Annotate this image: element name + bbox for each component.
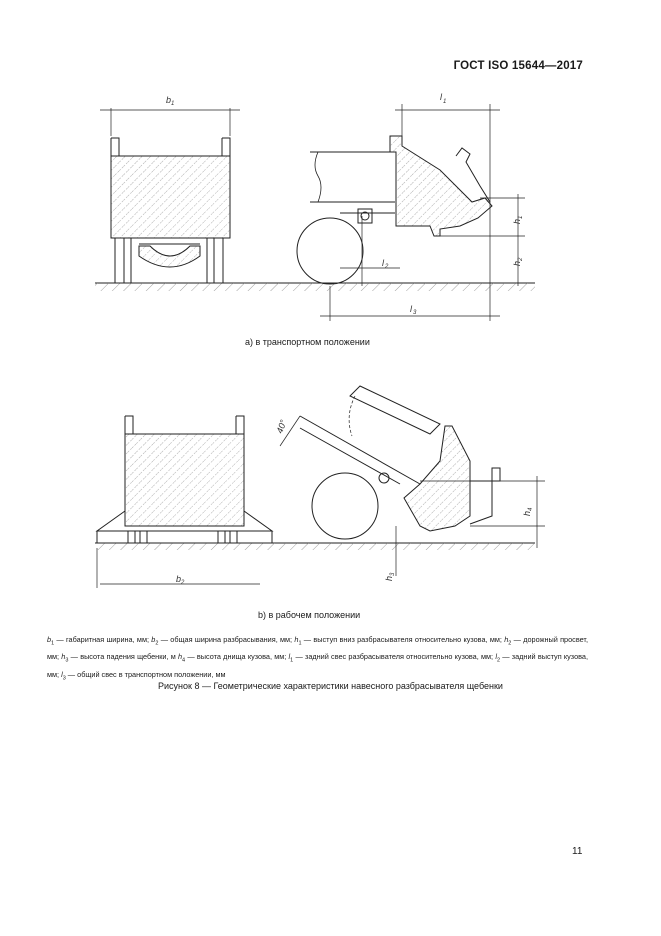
dim-h2-index: 2 bbox=[518, 257, 524, 261]
figure-b-caption: b) в рабочем положении bbox=[258, 610, 361, 620]
dim-l2-index: 2 bbox=[385, 264, 389, 270]
dim-l2-letter: l bbox=[382, 258, 384, 268]
dim-h4-index: 4 bbox=[528, 507, 534, 511]
dim-l1-letter: l bbox=[440, 92, 442, 102]
standard-header: ГОСТ ISO 15644—2017 bbox=[453, 60, 583, 72]
legend-item: $b_1$ — габаритная ширина, мм; bbox=[47, 635, 152, 647]
dim-l1-index: 1 bbox=[443, 99, 447, 105]
rear-view-body bbox=[111, 138, 230, 283]
dim-h3-index: 3 bbox=[390, 572, 396, 576]
legend bbox=[47, 633, 588, 685]
dim-b1-index: 1 bbox=[171, 101, 175, 107]
dim-l3-index: 3 bbox=[413, 310, 417, 316]
legend-item: $l_2$ — задний выступ кузова, мм; bbox=[47, 652, 589, 679]
dim-l3-letter: l bbox=[410, 304, 412, 314]
wheel-b bbox=[312, 473, 378, 539]
legend-item: $b_2$ — общая ширина разбрасывания, мм; bbox=[151, 635, 295, 647]
dim-h2-letter: h bbox=[512, 260, 522, 266]
figure-a-drawing bbox=[0, 86, 661, 326]
legend-item: $l_3$ — общий свес в транспортном положении, мм bbox=[61, 669, 226, 682]
legend-item: $h_4$ — высота днища кузова, мм; bbox=[177, 652, 289, 664]
legend-item: $h_1$ — выступ вниз разбрасывателя относительно кузова, мм; bbox=[294, 635, 505, 647]
rear-view-body-b bbox=[97, 416, 272, 543]
ground-hatch bbox=[95, 283, 535, 291]
dim-b2-index: 2 bbox=[181, 580, 185, 586]
figure-caption: Рисунок 8 — Геометрические характеристики навесного разбрасывателя щебенки bbox=[158, 681, 503, 691]
dim-h4-letter: h bbox=[522, 510, 532, 516]
angle-label: 40° bbox=[274, 418, 289, 435]
legend-item: $h_2$ — дорожный просвет, мм; bbox=[47, 635, 588, 662]
legend-item: $l_1$ — задний свес разбрасывателя относительно кузова, мм; bbox=[288, 652, 496, 664]
dim-h1-index: 1 bbox=[518, 215, 524, 219]
dim-b2-letter: b bbox=[176, 574, 182, 584]
side-view-frame bbox=[310, 152, 395, 223]
legend-item: $h_3$ — высота падения щебенки, м bbox=[61, 652, 178, 664]
side-view-b bbox=[300, 386, 500, 531]
dim-h1-letter: h bbox=[512, 218, 522, 224]
side-view-spreader bbox=[390, 136, 492, 236]
wheel bbox=[297, 218, 363, 284]
figure-a-caption: а) в транспортном положении bbox=[245, 337, 370, 347]
page-number: 11 bbox=[572, 846, 583, 857]
dim-h3-letter: h bbox=[384, 575, 394, 581]
dim-b1-letter: b bbox=[166, 95, 172, 105]
figure-b-drawing bbox=[0, 376, 661, 591]
